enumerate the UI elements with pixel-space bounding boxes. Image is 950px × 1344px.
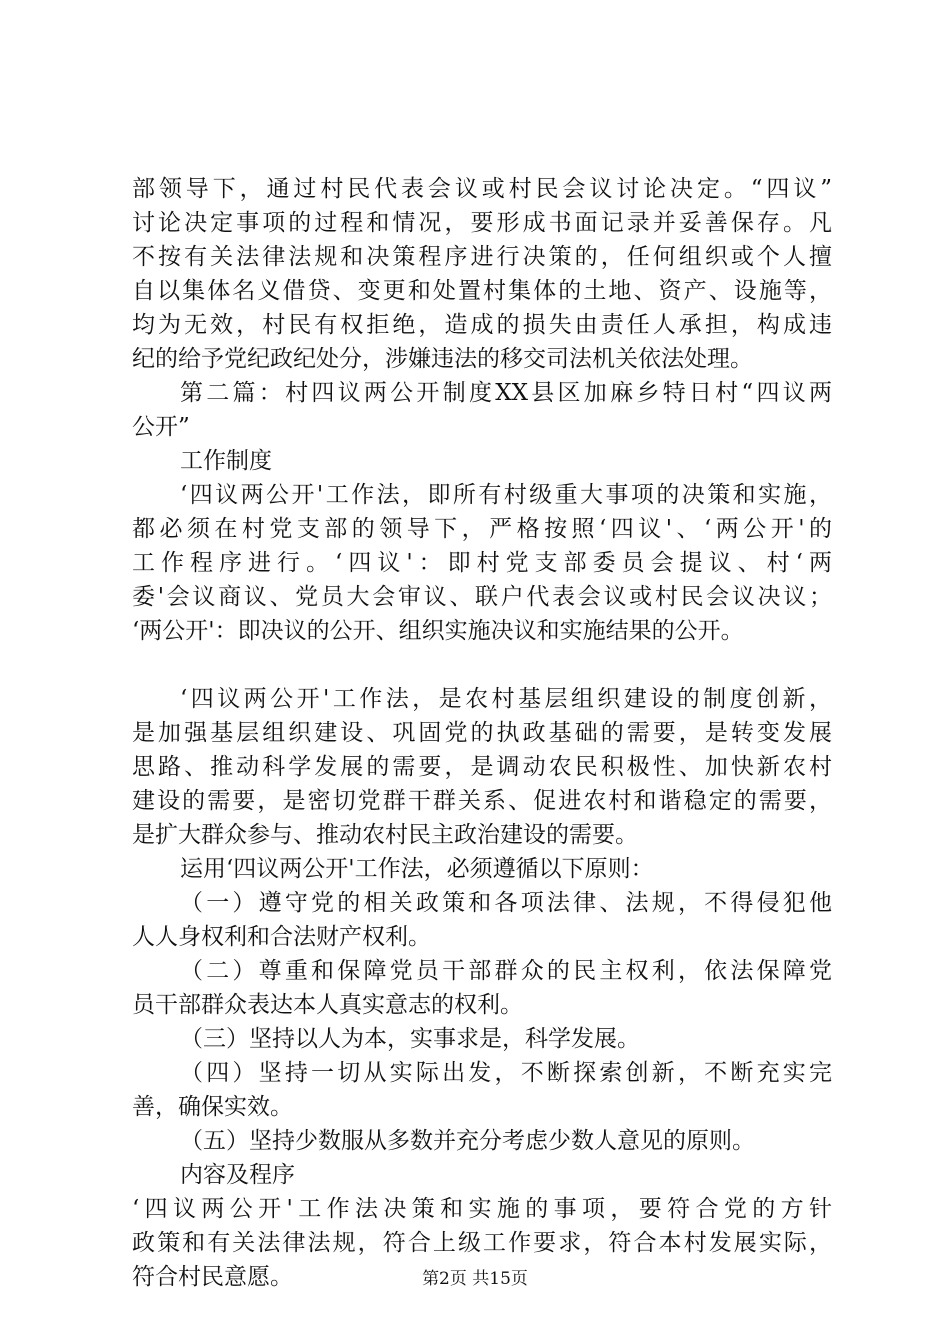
subheading-content-procedure: 内容及程序 [180, 1162, 295, 1188]
text-line: 是扩大群众参与、推动农村民主政治建设的需要。 [132, 822, 638, 848]
text-line: 自以集体名义借贷、变更和处置村集体的土地、资产、设施等， [132, 278, 832, 304]
text-line: 政策和有关法律法规，符合上级工作要求，符合本村发展实际， [132, 1230, 832, 1256]
section-heading-cont: 公开” [132, 414, 190, 440]
text-line: 部领导下，通过村民代表会议或村民会议讨论决定。“四议” [132, 176, 832, 202]
text-line: 建设的需要，是密切党群干群关系、促进农村和谐稳定的需要， [132, 788, 832, 814]
principle-item: （五）坚持少数服从多数并充分考虑少数人意见的原则。 [180, 1128, 755, 1154]
principle-item-cont: 善，确保实效。 [132, 1094, 293, 1120]
text-line: 工作程序进行。‘四议'：即村党支部委员会提议、村‘两 [132, 550, 832, 576]
section-heading: 第二篇：村四议两公开制度XX县区加麻乡特日村“四议两 [180, 380, 832, 406]
page-footer: 第2页 共15页 [422, 1269, 528, 1289]
principle-item: （四）坚持一切从实际出发，不断探索创新，不断充实完 [180, 1060, 832, 1086]
principle-item: （一）遵守党的相关政策和各项法律、法规，不得侵犯他 [180, 890, 832, 916]
text-line: ‘四议两公开'工作法决策和实施的事项，要符合党的方针 [132, 1196, 832, 1222]
text-line: ‘四议两公开'工作法，是农村基层组织建设的制度创新， [180, 686, 832, 712]
principle-item-cont: 人人身权利和合法财产权利。 [132, 924, 431, 950]
text-line: 是加强基层组织建设、巩固党的执政基础的需要，是转变发展 [132, 720, 832, 746]
text-line: 讨论决定事项的过程和情况，要形成书面记录并妥善保存。凡 [132, 210, 832, 236]
text-line: 纪的给予党纪政纪处分，涉嫌违法的移交司法机关依法处理。 [132, 346, 753, 372]
subheading-work-system: 工作制度 [180, 448, 272, 474]
text-line: ‘两公开'：即决议的公开、组织实施决议和实施结果的公开。 [132, 618, 744, 644]
paragraph-gap [132, 648, 832, 682]
text-line: 思路、推动科学发展的需要，是调动农民积极性、加快新农村 [132, 754, 832, 780]
text-line: 均为无效，村民有权拒绝，造成的损失由责任人承担，构成违 [132, 312, 832, 338]
principle-item: （三）坚持以人为本，实事求是，科学发展。 [180, 1026, 640, 1052]
text-line: 符合村民意愿。 [132, 1264, 293, 1290]
text-line: 不按有关法律法规和决策程序进行决策的，任何组织或个人擅 [132, 244, 832, 270]
principle-item: （二）尊重和保障党员干部群众的民主权利，依法保障党 [180, 958, 832, 984]
document-body [132, 172, 832, 1294]
principle-item-cont: 员干部群众表达本人真实意志的权利。 [132, 992, 523, 1018]
text-line: 运用‘四议两公开'工作法，必须遵循以下原则： [180, 856, 654, 882]
text-line: ‘四议两公开'工作法，即所有村级重大事项的决策和实施， [180, 482, 832, 508]
text-line: 委'会议商议、党员大会审议、联户代表会议或村民会议决议； [132, 584, 832, 610]
text-line: 都必须在村党支部的领导下，严格按照‘四议'、‘两公开'的 [132, 516, 832, 542]
